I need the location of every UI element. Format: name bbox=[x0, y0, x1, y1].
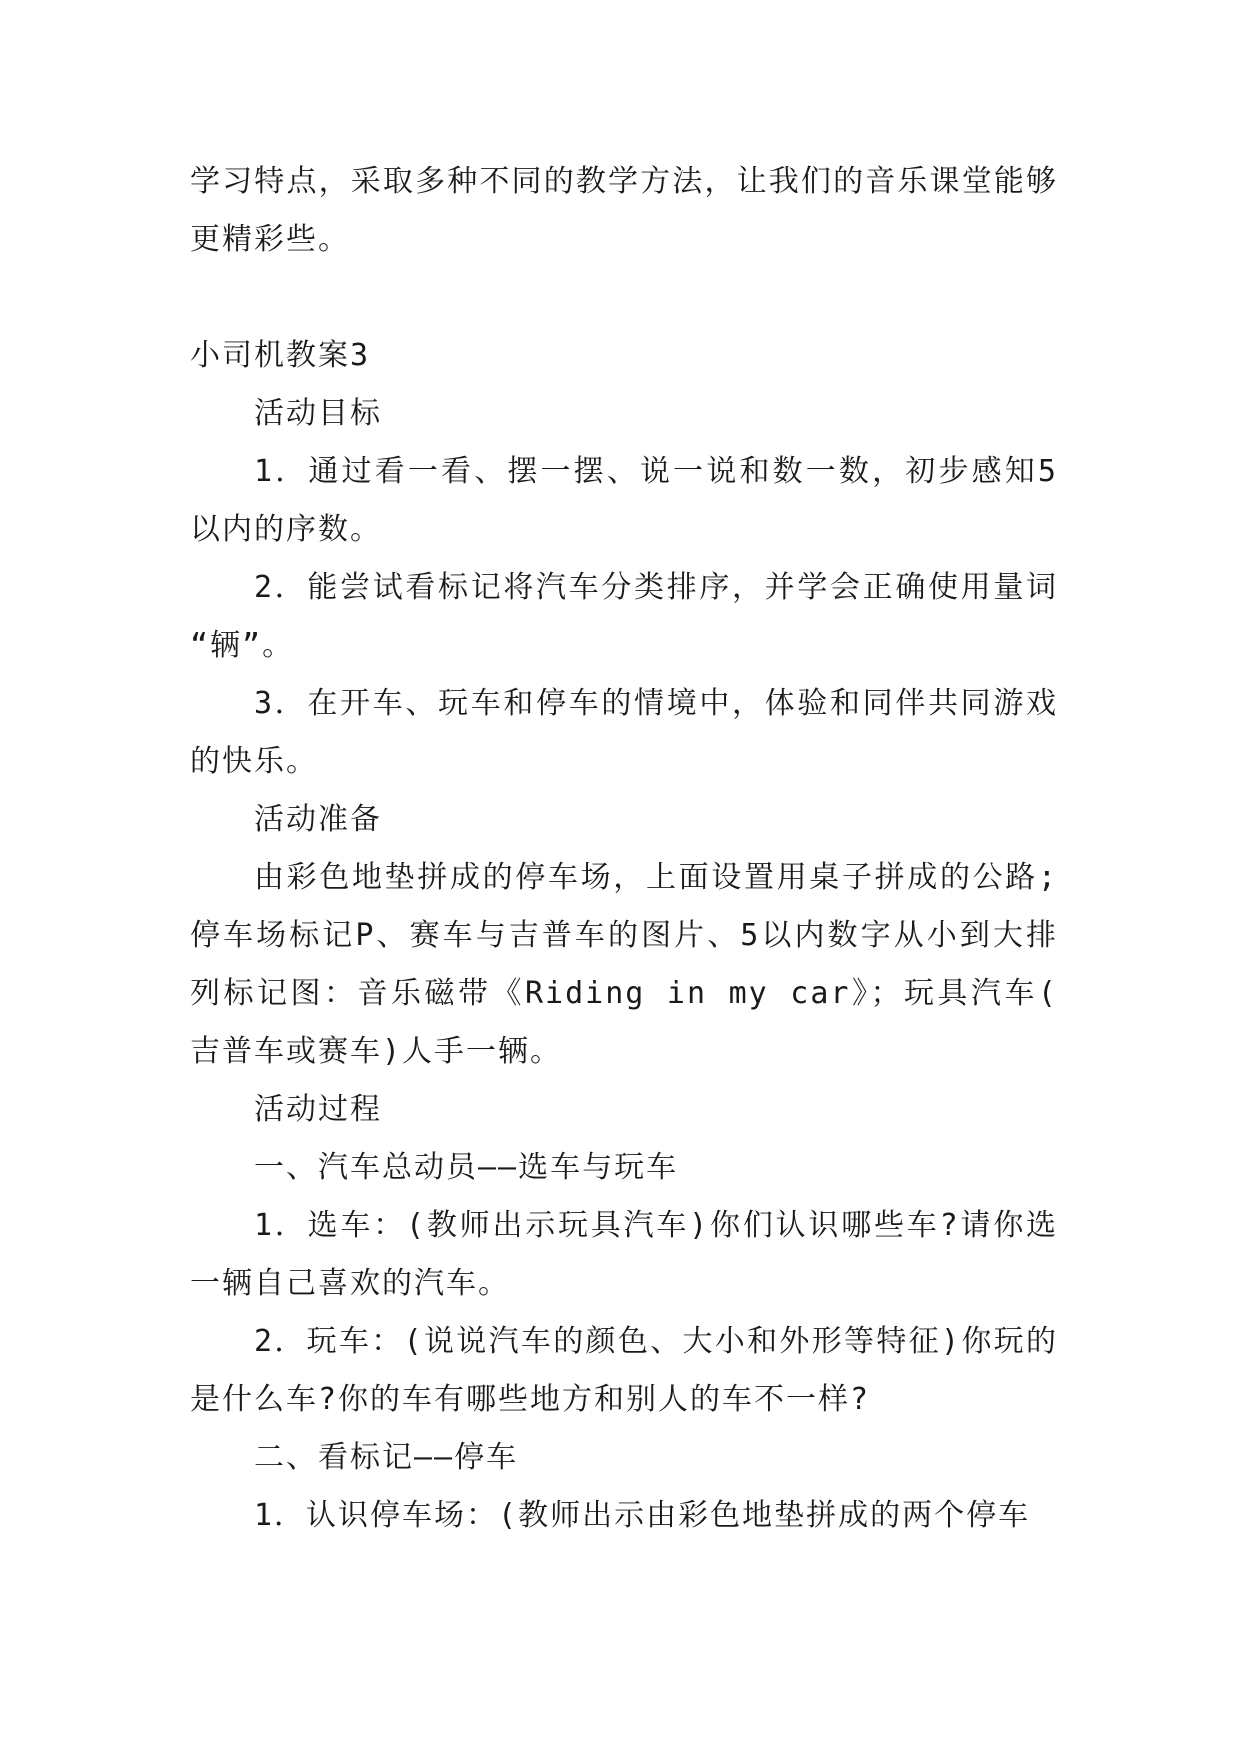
prep-paragraph: 由彩色地垫拼成的停车场，上面设置用桌子拼成的公路;停车场标记P、赛车与吉普车的图片、5以内数字从小到大排列标记图：音乐磁带《Riding in my car》；玩具汽车(吉普车或赛车)人手一辆。 bbox=[190, 860, 1058, 1069]
goal-item-3: 3．在开车、玩车和停车的情境中，体验和同伴共同游戏的快乐。 bbox=[190, 686, 1058, 779]
paragraph-gap bbox=[190, 269, 1058, 327]
document-body bbox=[190, 153, 1058, 1545]
part-1-step-1: 1．选车：(教师出示玩具汽车)你们认识哪些车?请你选一辆自己喜欢的汽车。 bbox=[190, 1208, 1058, 1301]
part-1-step-2: 2．玩车：(说说汽车的颜色、大小和外形等特征)你玩的是什么车?你的车有哪些地方和别人的车不一样? bbox=[190, 1324, 1058, 1417]
section-title: 小司机教案3 bbox=[190, 338, 371, 373]
prep-heading: 活动准备 bbox=[254, 802, 382, 837]
part-2-heading: 二、看标记——停车 bbox=[254, 1440, 519, 1475]
goal-item-2: 2．能尝试看标记将汽车分类排序，并学会正确使用量词“辆”。 bbox=[190, 570, 1058, 663]
goal-item-1: 1．通过看一看、摆一摆、说一说和数一数，初步感知5以内的序数。 bbox=[190, 454, 1058, 547]
process-heading: 活动过程 bbox=[254, 1092, 382, 1127]
continued-paragraph: 学习特点，采取多种不同的教学方法，让我们的音乐课堂能够更精彩些。 bbox=[190, 164, 1058, 257]
part-1-heading: 一、汽车总动员——选车与玩车 bbox=[254, 1150, 679, 1185]
goals-heading: 活动目标 bbox=[254, 396, 382, 431]
part-2-step-1: 1．认识停车场：(教师出示由彩色地垫拼成的两个停车 bbox=[254, 1498, 1031, 1533]
